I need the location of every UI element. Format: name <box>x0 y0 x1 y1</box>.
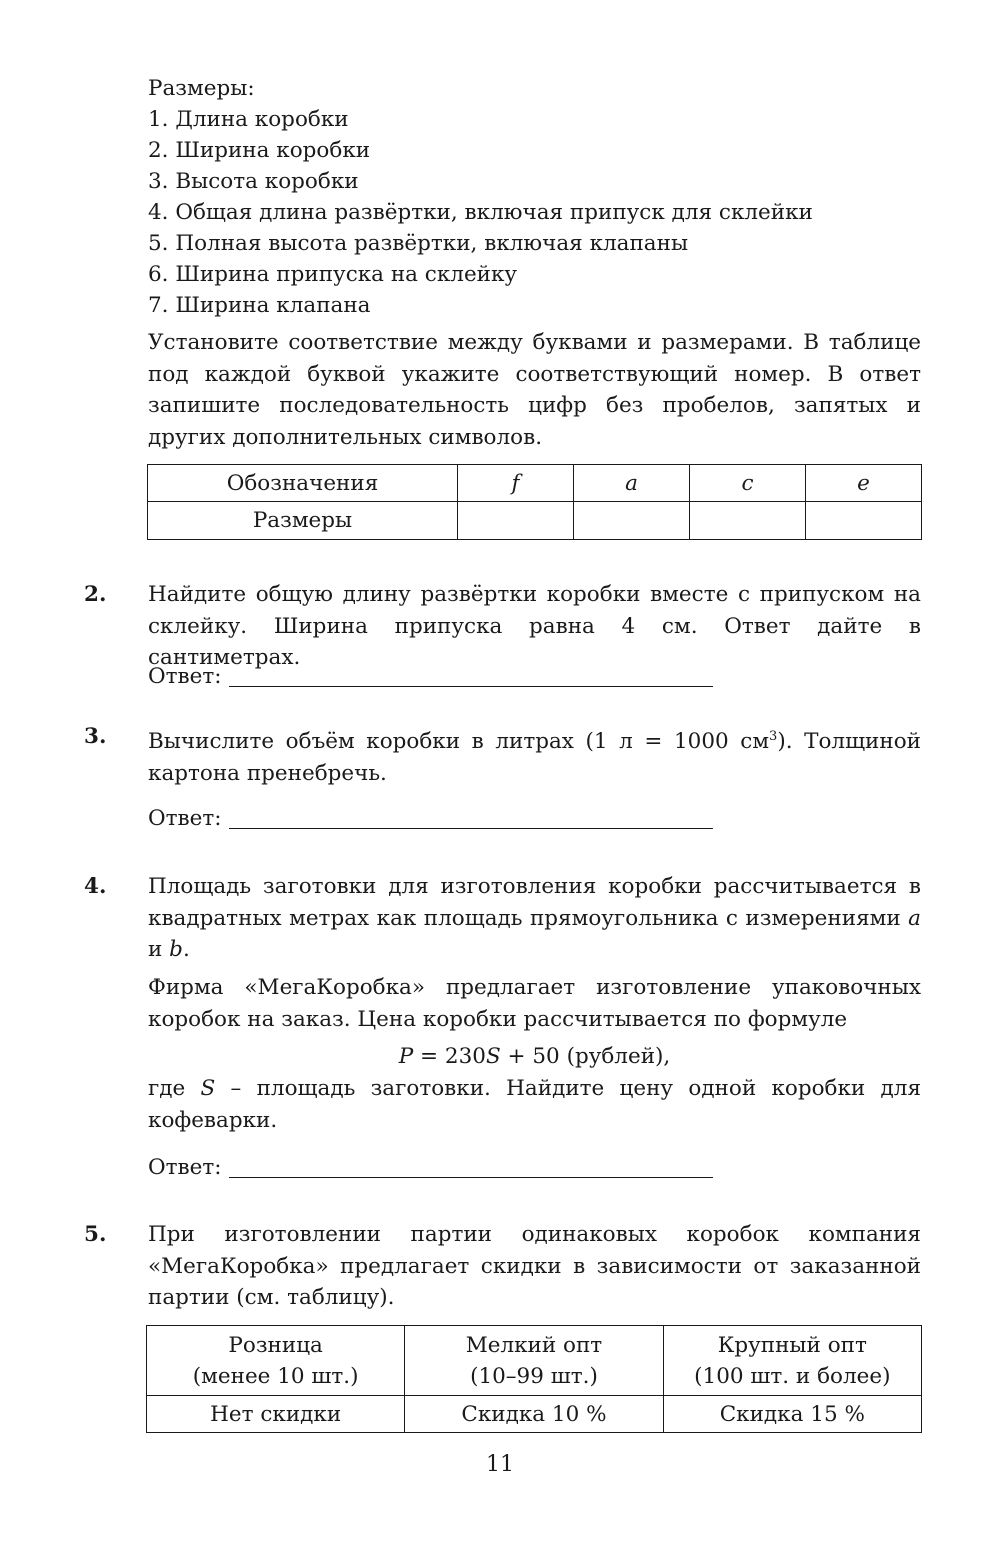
answer-field[interactable] <box>148 804 222 834</box>
table-row-label: Размеры <box>148 502 458 540</box>
task4-text: Площадь заготовки для изготовления коробки рассчитывается в квадратных метрах как площадь прямоугольника с измерениями a и b. <box>148 874 921 962</box>
value-cell: Нет скидки <box>147 1396 405 1433</box>
task4-company-text: Фирма «МегаКоробка» предлагает изготовление упаковочных коробок на заказ. Цена коробки рассчитывается по формуле <box>148 975 921 1032</box>
dimension-item: 6. Ширина припуска на склейку <box>148 262 518 287</box>
dimension-item: 4. Общая длина развёртки, включая припуск для склейки <box>148 200 813 225</box>
answer-cell[interactable] <box>690 502 806 540</box>
task-number: 2. <box>84 582 107 607</box>
answer-label: Ответ: <box>148 806 222 831</box>
matching-table <box>147 464 922 540</box>
dimension-item: 3. Высота коробки <box>148 169 359 194</box>
price-formula: P = 230S + 50 (рублей), <box>398 1044 671 1069</box>
task1-instruction: Установите соответствие между буквами и размерами. В таблице под каждой буквой укажите соответствующий номер. В ответ запишите последовательность цифр без пробелов, запятых и других дополнительных символов. <box>148 330 921 450</box>
letter-cell: a <box>574 465 690 502</box>
dimension-item: 2. Ширина коробки <box>148 138 371 163</box>
answer-cell[interactable] <box>458 502 574 540</box>
answer-cell[interactable] <box>574 502 690 540</box>
task5-text: При изготовлении партии одинаковых коробок компания «МегаКоробка» предлагает скидки в зависимости от заказанной партии (см. таблицу). <box>148 1222 921 1310</box>
answer-cell[interactable] <box>806 502 922 540</box>
answer-label: Ответ: <box>148 1155 222 1180</box>
dimension-item: 7. Ширина клапана <box>148 293 371 318</box>
answer-line[interactable] <box>229 828 713 829</box>
discount-table <box>146 1325 922 1433</box>
header-cell: Розница (менее 10 шт.) <box>147 1326 405 1396</box>
answer-line[interactable] <box>229 686 713 687</box>
task-number: 4. <box>84 874 107 899</box>
task-number: 3. <box>84 724 107 749</box>
header-cell: Крупный опт (100 шт. и более) <box>663 1326 921 1396</box>
task3-text: Вычислите объём коробки в литрах (1 л = 1000 $см^3$). Толщиной картона пренебречь. <box>148 729 921 786</box>
dimension-item: 1. Длина коробки <box>148 107 349 132</box>
dimensions-heading: Размеры: <box>148 76 255 101</box>
letter-cell: f <box>458 465 574 502</box>
answer-label: Ответ: <box>148 664 222 689</box>
task2-text: Найдите общую длину развёртки коробки вместе с припуском на склейку. Ширина припуска равна 4 см. Ответ дайте в сантиметрах. <box>148 582 921 670</box>
header-cell: Мелкий опт (10–99 шт.) <box>405 1326 663 1396</box>
answer-field[interactable] <box>148 1153 222 1183</box>
letter-cell: c <box>690 465 806 502</box>
answer-line[interactable] <box>229 1177 713 1178</box>
dimension-item: 5. Полная высота развёртки, включая клапаны <box>148 231 689 256</box>
value-cell: Скидка 10 % <box>405 1396 663 1433</box>
answer-field[interactable] <box>148 662 222 692</box>
value-cell: Скидка 15 % <box>663 1396 921 1433</box>
page-number: 11 <box>486 1452 514 1477</box>
task-number: 5. <box>84 1222 107 1247</box>
table-header-label: Обозначения <box>148 465 458 502</box>
letter-cell: e <box>806 465 922 502</box>
task4-where-text: где S – площадь заготовки. Найдите цену одной коробки для кофеварки. <box>148 1076 922 1133</box>
